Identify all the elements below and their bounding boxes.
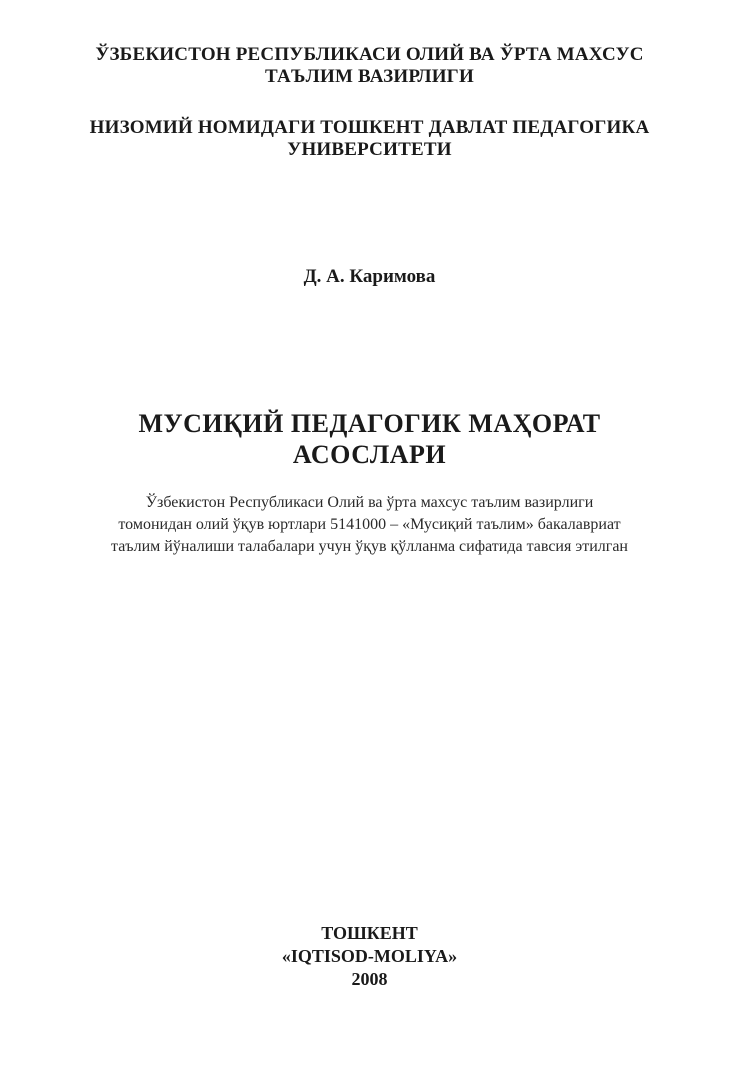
university-line-1: НИЗОМИЙ НОМИДАГИ ТОШКЕНТ ДАВЛАТ ПЕДАГОГИКА [89,117,650,138]
imprint [0,922,739,991]
approval-note-line-1: Ўзбекистон Республикаси Олий ва ўрта махсус таълим вазирлиги [145,494,594,511]
imprint-year: 2008 [351,969,388,989]
book-title-line-1: МУСИҚИЙ ПЕДАГОГИК МАҲОРАТ [138,409,601,438]
imprint-city: ТОШКЕНТ [321,923,418,943]
book-title-line-2: АСОСЛАРИ [292,440,447,469]
approval-note-line-3: таълим йўналиши талабалари учун ўқув қўлланма сифатида тавсия этилган [111,538,628,555]
university-line-2: УНИВЕРСИТЕТИ [287,139,452,160]
ministry-line-2: ТАЪЛИМ ВАЗИРЛИГИ [265,66,474,87]
approval-note [0,492,739,558]
ministry-line-1: ЎЗБЕКИСТОН РЕСПУБЛИКАСИ ОЛИЙ ВА ЎРТА МАХСУС [95,44,644,65]
ministry-heading [0,44,739,88]
author-name: Д. А. Каримова [303,266,436,287]
approval-note-line-2: томонидан олий ўқув юртлари 5141000 – «Мусиқий таълим» бакалавриат [118,516,621,533]
imprint-publisher: «IQTISOD-MOLIYA» [281,946,458,966]
book-title [0,408,739,470]
university-heading [0,117,739,161]
